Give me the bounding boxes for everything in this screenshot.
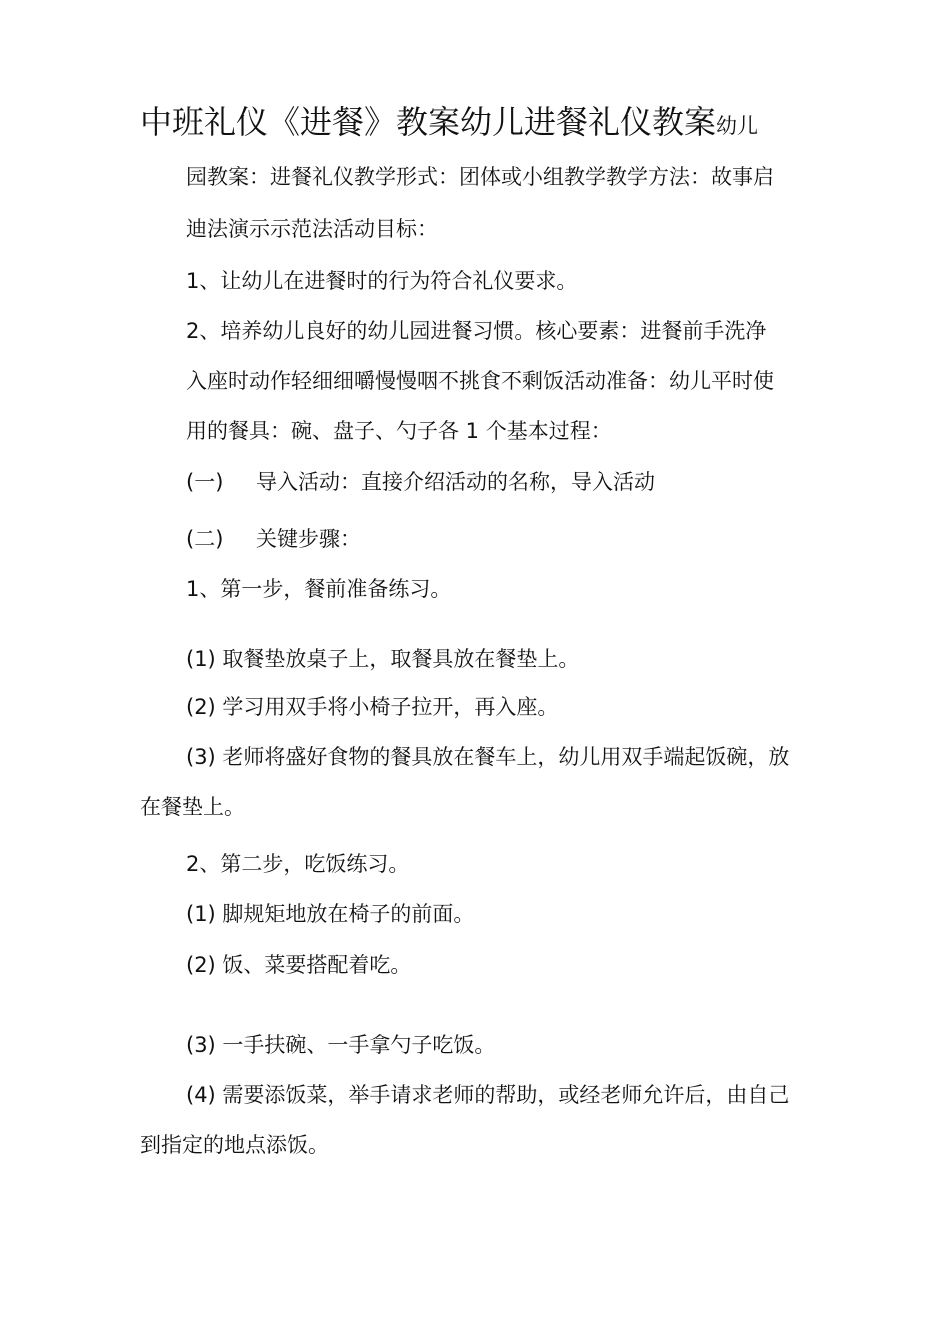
intro-line-2: 迪法演示示范法活动目标： [186, 217, 438, 241]
step-1-item-1: (1) 取餐垫放桌子上，取餐具放在餐垫上。 [186, 647, 580, 671]
title-tail: 幼儿 [716, 114, 759, 138]
step-1-heading: 1、第一步，餐前准备练习。 [186, 577, 452, 601]
step-2-item-4-line-1: (4) 需要添饭菜，举手请求老师的帮助，或经老师允许后，由自己 [186, 1083, 790, 1107]
goal-2-line-2: 入座时动作轻细细嚼慢慢咽不挑食不剩饭活动准备：幼儿平时使 [186, 369, 774, 393]
title-main: 中班礼仪《进餐》教案幼儿进餐礼仪教案 [140, 103, 717, 141]
step-2-item-1: (1) 脚规矩地放在椅子的前面。 [186, 902, 475, 926]
goal-2-line-1: 2、培养幼儿良好的幼儿园进餐习惯。核心要素：进餐前手洗净 [186, 319, 767, 343]
section-2 [186, 524, 361, 554]
step-2-heading: 2、第二步，吃饭练习。 [186, 852, 410, 876]
step-1-item-3-line-1: (3) 老师将盛好食物的餐具放在餐车上，幼儿用双手端起饭碗，放 [186, 745, 790, 769]
goal-2-line-3: 用的餐具：碗、盘子、勺子各 1 个基本过程： [186, 419, 612, 443]
step-2-item-3: (3) 一手扶碗、一手拿勺子吃饭。 [186, 1033, 496, 1057]
step-1-item-3-line-2: 在餐垫上。 [140, 795, 245, 819]
intro-line-1: 园教案：进餐礼仪教学形式：团体或小组教学教学方法：故事启 [186, 165, 774, 189]
section-2-number: (二) [186, 527, 224, 551]
section-1-text: 导入活动：直接介绍活动的名称，导入活动 [256, 470, 655, 494]
section-2-text: 关键步骤： [256, 527, 361, 551]
step-1-item-2: (2) 学习用双手将小椅子拉开，再入座。 [186, 695, 559, 719]
goal-1: 1、让幼儿在进餐时的行为符合礼仪要求。 [186, 269, 578, 293]
step-2-item-2: (2) 饭、菜要搭配着吃。 [186, 953, 412, 977]
section-1 [186, 467, 655, 497]
section-1-number: (一) [186, 470, 224, 494]
document-title [140, 102, 758, 146]
step-2-item-4-line-2: 到指定的地点添饭。 [140, 1133, 329, 1157]
